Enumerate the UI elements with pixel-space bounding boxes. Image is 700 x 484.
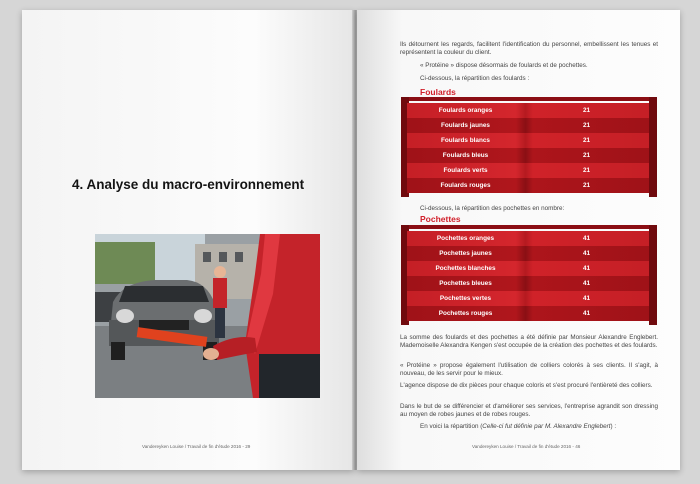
row-value: 41 [582, 295, 591, 302]
car-photo-illustration [95, 234, 320, 398]
section-heading: 4. Analyse du macro-environnement [72, 177, 305, 192]
row-value: 21 [582, 167, 591, 174]
row-label: Foulards jaunes [440, 122, 490, 129]
row-label: Foulards oranges [438, 107, 493, 114]
table-row [407, 103, 649, 118]
table-row [407, 231, 649, 246]
row-value: 41 [582, 310, 591, 317]
row-label: Pochettes bleues [439, 280, 492, 287]
row-value: 21 [582, 122, 591, 129]
paragraph-last [420, 423, 678, 431]
table-row [407, 291, 649, 306]
paragraph: Ils détournent les regards, facilitent l'identification du personnel, embellissent les tenues et représentent la couleur du client. [400, 41, 658, 57]
foulards-table [401, 97, 657, 197]
pochettes-table [401, 225, 657, 325]
table-edge [649, 225, 657, 325]
last-line-italic: Celle-ci fut définie par M. Alexandre Englebert [482, 423, 611, 430]
pochettes-title: Pochettes [420, 214, 461, 224]
row-label: Foulards blancs [440, 137, 490, 144]
row-label: Pochettes rouges [438, 310, 493, 317]
paragraph: Ci-dessous, la répartition des foulards : [420, 75, 530, 82]
paragraph: « Protéine » dispose désormais de foulards et de pochettes. [420, 62, 588, 69]
row-label: Pochettes vertes [439, 295, 492, 302]
row-value: 21 [582, 137, 591, 144]
table-top-band [401, 225, 657, 229]
table-row [407, 306, 649, 321]
row-value: 41 [582, 250, 591, 257]
last-line-suffix: ) : [610, 423, 617, 430]
paragraph: La somme des foulards et des pochettes a été définie par Monsieur Alexandre Englebert. Mademoiselle Alexandra Kengen s'est occupée de la création des pochettes et des foulards. [400, 334, 658, 350]
row-label: Pochettes blanches [435, 265, 496, 272]
right-page-footer: Vandereyken Louise / Travail de fin d'étude 2016 - 46 [472, 444, 581, 449]
row-label: Foulards bleus [442, 152, 489, 159]
last-line-prefix: En voici la répartition ( [420, 423, 483, 430]
row-value: 21 [582, 107, 591, 114]
paragraph: Ci-dessous, la répartition des pochettes en nombre: [420, 205, 565, 212]
row-value: 21 [582, 152, 591, 159]
table-edge [649, 97, 657, 197]
table-top-band [401, 97, 657, 101]
table-row [407, 118, 649, 133]
table-row [407, 261, 649, 276]
paragraph: « Protéine » propose également l'utilisation de colliers colorés à ses clients. Il s'agit, à nouveau, de les servir pour le mieux. [400, 362, 658, 378]
row-label: Pochettes jaunes [439, 250, 492, 257]
paragraph: Dans le but de se différencier et d'améliorer ses services, l'entreprise agrandit son dressing au moyen de robes jaunes et de robes rouges. [400, 403, 658, 419]
row-label: Pochettes oranges [436, 235, 495, 242]
row-label: Foulards verts [443, 167, 488, 174]
table-row [407, 133, 649, 148]
table-row [407, 246, 649, 261]
paragraph: L'agence dispose de dix pièces pour chaque coloris et s'est procuré l'entièreté des colliers. [400, 382, 653, 389]
table-row [407, 163, 649, 178]
table-row [407, 148, 649, 163]
row-label: Foulards rouges [440, 182, 491, 189]
car-photo [95, 234, 320, 398]
row-value: 41 [582, 235, 591, 242]
foulards-title: Foulards [420, 87, 456, 97]
table-row [407, 178, 649, 193]
row-value: 41 [582, 265, 591, 272]
row-value: 21 [582, 182, 591, 189]
table-row [407, 276, 649, 291]
left-page-footer: Vandereyken Louise / Travail de fin d'étude 2016 - 29 [142, 444, 251, 449]
row-value: 41 [582, 280, 591, 287]
